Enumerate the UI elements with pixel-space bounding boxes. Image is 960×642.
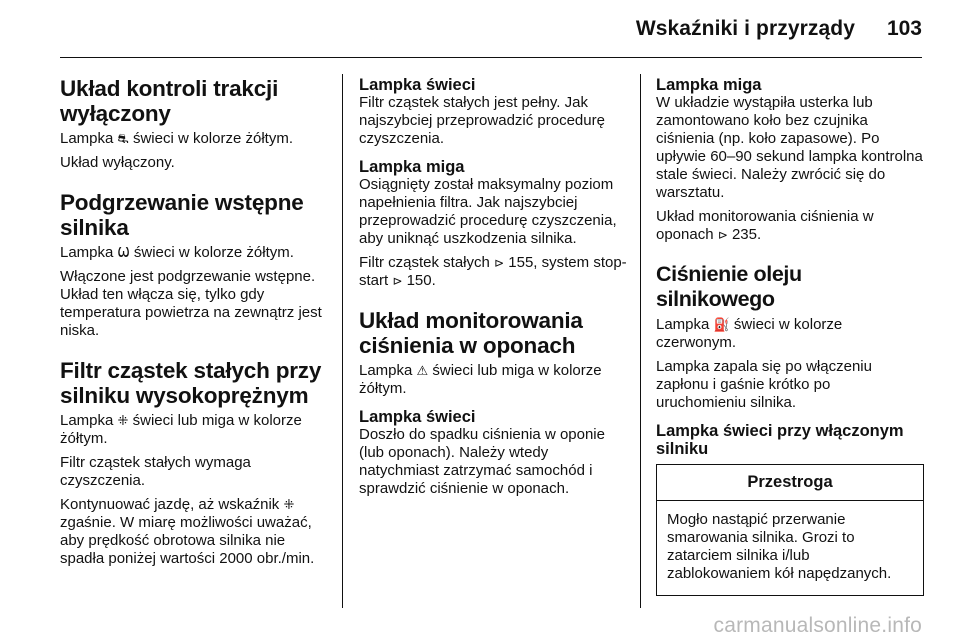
preheat-coil-icon: Ѡ (117, 246, 130, 261)
paragraph (60, 130, 330, 148)
paragraph (60, 244, 330, 262)
text: Lampka (359, 362, 413, 379)
paragraph (656, 316, 924, 352)
page-reference-arrow-icon: ⊳ (494, 256, 505, 270)
page-number: 103 (886, 17, 922, 40)
watermark: carmanualsonline.info (713, 614, 922, 637)
column-2 (359, 76, 629, 504)
section-heading-oil-pressure: Ciśnienie oleju silnikowego (656, 262, 802, 311)
text: 150. (406, 272, 436, 289)
paragraph: Lampka zapala się po włączeniu zapłonu i gaśnie krótko po uruchomieniu silnika. (656, 358, 872, 411)
paragraph (656, 208, 924, 244)
subheading-lamp-on: Lampka świeci (359, 408, 476, 426)
text: świeci w kolorze czerwonym. (656, 316, 843, 351)
header-divider (60, 57, 922, 58)
tire-pressure-icon: ⚠ (416, 364, 429, 379)
paragraph: Filtr cząstek stałych jest pełny. Jak najszybciej przeprowadzić procedurę czyszczenia. (359, 94, 605, 147)
text: świeci lub miga w kolorze żółtym. (359, 362, 602, 397)
section-heading-tpms: Układ monitorowania ciśnienia w oponach (359, 308, 583, 358)
subheading-lamp-on: Lampka świeci (359, 76, 476, 94)
page-reference-arrow-icon: ⊳ (717, 228, 728, 242)
section-heading-preheat: Podgrzewanie wstępne silnika (60, 190, 304, 240)
paragraph (359, 254, 629, 290)
caution-title: Przestroga (657, 465, 923, 501)
page-reference-arrow-icon: ⊳ (392, 274, 403, 288)
caution-body (657, 501, 923, 595)
paragraph: Filtr cząstek stałych wymaga czyszczenia. (60, 454, 251, 489)
text: zgaśnie. W miarę możliwości uważać, aby prędkość obrotowa silnika nie spadła poniżej wartości 2000 obr./min. (60, 514, 315, 567)
paragraph: Doszło do spadku ciśnienia w oponie (lub oponach). Należy wtedy natychmiast zatrzymać samochód i sprawdzić ciśnienie w oponach. (359, 426, 605, 497)
text: 235. (731, 226, 762, 243)
paragraph (60, 412, 330, 448)
section-heading-dpf: Filtr cząstek stałych przy silniku wysokoprężnym (60, 358, 322, 408)
particle-filter-icon: ⁜ (283, 498, 295, 513)
text: świeci lub miga w kolorze żółtym. (60, 412, 302, 447)
subheading-lamp-blink: Lampka miga (656, 76, 762, 94)
text: 155, system stop-start (359, 254, 627, 289)
text: świeci w kolorze żółtym. (132, 130, 293, 147)
paragraph: Włączone jest podgrzewanie wstępne. Układ ten włącza się, tylko gdy temperatura powietrza na zewnątrz jest niska. (60, 268, 322, 339)
text: Układ monitorowania ciśnienia w oponach (656, 208, 874, 243)
subheading-lamp-blink: Lampka miga (359, 158, 465, 176)
text: Lampka (60, 412, 114, 429)
paragraph: W układzie wystąpiła usterka lub zamontowano koło bez czujnika ciśnienia (np. koło zapasowe). Po upływie 60–90 sekund lampka kontrolna stale świeci. Należy zwrócić się do warsztatu. (656, 94, 923, 201)
oil-can-icon: ⛽ (713, 318, 730, 333)
column-divider (342, 74, 343, 608)
text: Filtr cząstek stałych (359, 254, 490, 271)
column-1 (60, 76, 330, 574)
text: świeci w kolorze żółtym. (133, 244, 294, 261)
column-divider (640, 74, 641, 608)
caution-box (656, 464, 924, 596)
paragraph: Układ wyłączony. (60, 154, 175, 171)
paragraph: Osiągnięty został maksymalny poziom napełnienia filtra. Jak najszybciej przeprowadzić procedurę czyszczenia, aby uniknąć uszkodzenia silnika. (359, 176, 617, 247)
paragraph (359, 362, 629, 398)
section-heading-traction: Układ kontroli trakcji wyłączony (60, 76, 279, 126)
text: Lampka (656, 316, 710, 333)
text: Lampka (60, 130, 114, 147)
column-3 (656, 76, 924, 596)
paragraph (60, 496, 330, 568)
text: Lampka (60, 244, 114, 261)
traction-control-icon: ⛐ (117, 132, 129, 147)
page-header (0, 0, 960, 60)
particle-filter-icon: ⁜ (117, 414, 129, 429)
caution-text: Mogło nastąpić przerwanie smarowania silnika. Grozi to zatarciem silnika i/lub zablokowaniem kół napędzanych. (667, 511, 892, 582)
header-title: Wskaźniki i przyrządy (635, 17, 855, 40)
text: Kontynuować jazdę, aż wskaźnik (60, 496, 280, 513)
subheading-lamp-on-engine-running: Lampka świeci przy włączonym silniku (656, 422, 904, 458)
